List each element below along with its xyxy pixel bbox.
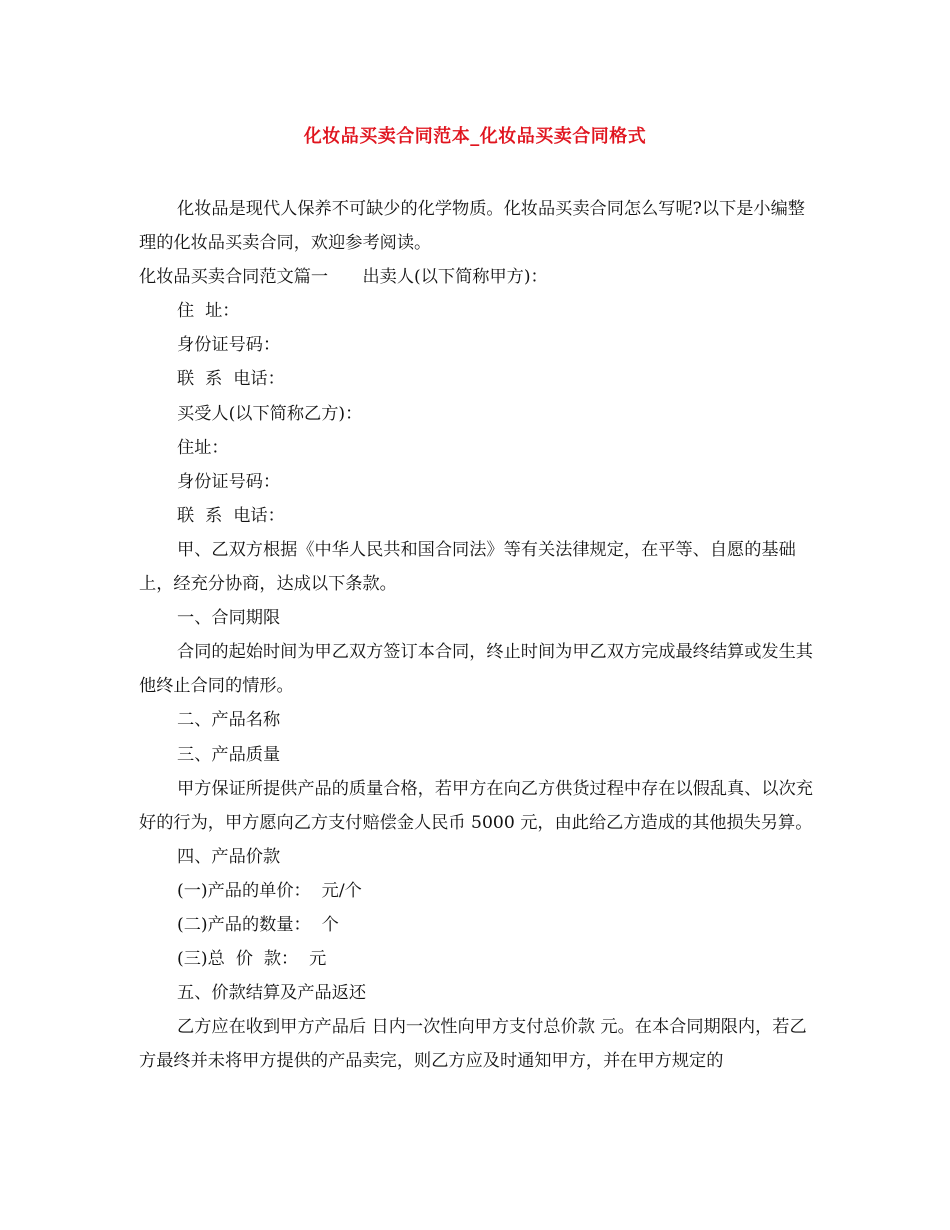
clause-1-title: 一、合同期限 <box>177 608 281 629</box>
clause-4-item-1: (一)产品的单价： 元/个 <box>177 880 362 901</box>
seller-address-line: 住 址： <box>177 301 240 322</box>
clause-4-item-2: (二)产品的数量： 个 <box>177 914 339 935</box>
clause-2-title: 二、产品名称 <box>177 710 281 731</box>
intro-paragraph: 化妆品是现代人保养不可缺少的化学物质。化妆品买卖合同怎么写呢?以下是小编整理的化妆品买卖合同，欢迎参考阅读。 <box>139 199 805 254</box>
clause-4-title: 四、产品价款 <box>177 846 281 867</box>
document-title: 化妆品买卖合同范本_化妆品买卖合同格式 <box>303 126 647 147</box>
seller-phone-line: 联 系 电话： <box>177 369 285 390</box>
buyer-address-line: 住址： <box>177 437 229 458</box>
clause-3-title: 三、产品质量 <box>177 744 281 765</box>
buyer-phone-line: 联 系 电话： <box>177 505 285 526</box>
buyer-id-line: 身份证号码： <box>177 471 281 492</box>
clause-1-text: 合同的起始时间为甲乙双方签订本合同，终止时间为甲乙双方完成最终结算或发生其他终止合同的情形。 <box>139 642 813 697</box>
document-body <box>139 192 813 1078</box>
clause-3-text: 甲方保证所提供产品的质量合格，若甲方在向乙方供货过程中存在以假乱真、以次充好的行为，甲方愿向乙方支付赔偿金人民币 5000 元，由此给乙方造成的其他损失另算。 <box>139 778 813 833</box>
clause-4-item-3: (三)总 价 款： 元 <box>177 949 327 970</box>
clause-5-title: 五、价款结算及产品返还 <box>177 983 367 1004</box>
buyer-line: 买受人(以下简称乙方)： <box>177 403 363 424</box>
seller-id-line: 身份证号码： <box>177 335 281 356</box>
preamble-paragraph: 甲、乙双方根据《中华人民共和国合同法》等有关法律规定，在平等、自愿的基础上，经充分协商，达成以下条款。 <box>139 539 796 595</box>
section-heading: 化妆品买卖合同范文篇一 出卖人(以下简称甲方)： <box>139 267 548 288</box>
clause-5-text: 乙方应在收到甲方产品后 日内一次性向甲方支付总价款 元。在本合同期限内，若乙方最终并未将甲方提供的产品卖完，则乙方应及时通知甲方，并在甲方规定的 <box>139 1017 807 1072</box>
